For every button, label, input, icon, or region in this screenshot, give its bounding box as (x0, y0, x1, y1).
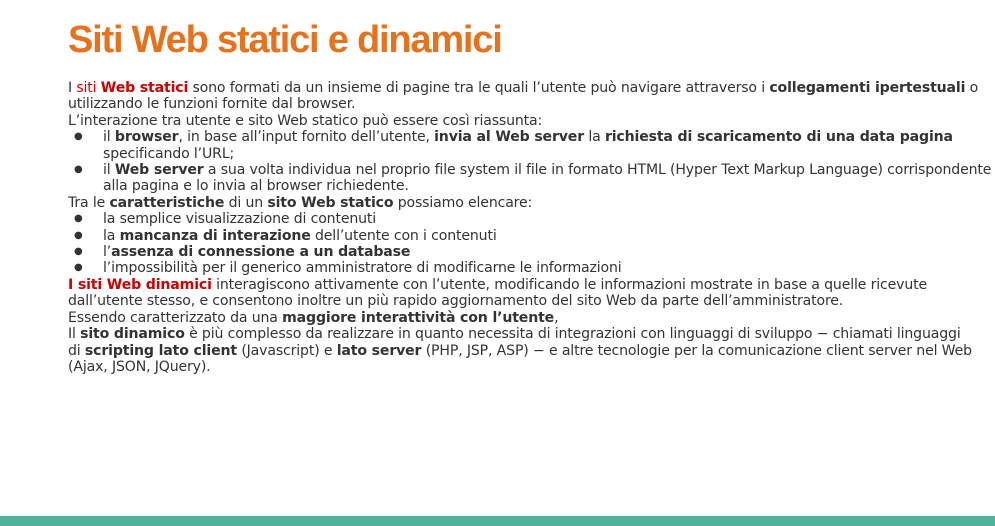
highlight-term: siti Web dinamici (77, 276, 212, 293)
bold-term: mancanza di interazione (119, 227, 311, 244)
bold-term: scripting lato client (84, 342, 237, 359)
features-list (68, 211, 993, 277)
paragraph-interactivity (68, 310, 993, 326)
text: a sua volta individua nel proprio file system il file in formato HTML (Hyper Text Markup Language) corrispondente alla pagina e lo invia al browser richiedente. (103, 162, 992, 195)
bold-term: browser (114, 129, 179, 146)
text: I (68, 80, 77, 96)
list-item (103, 129, 993, 162)
paragraph-complexity (68, 326, 993, 342)
paragraph-interaction-intro: L’interazione tra utente e sito Web statico può essere così riassunta: (68, 112, 543, 129)
text: o utilizzando le funzioni fornite dal browser. (68, 80, 979, 113)
text: (Javascript) e (236, 342, 337, 359)
list-item (103, 162, 993, 195)
highlight-term: I (68, 276, 78, 293)
text: il (103, 129, 115, 146)
text: , (554, 309, 559, 326)
bold-term: assenza di connessione a un database (111, 244, 411, 261)
bold-term: richiesta di scaricamento di una data pagina (604, 129, 953, 146)
bold-term: collegamenti ipertestuali (769, 80, 966, 96)
bold-term: invia al Web server (434, 129, 585, 146)
bold-term: caratteristiche (109, 194, 225, 211)
footer-bar (0, 516, 995, 526)
list-item (103, 244, 993, 260)
list-item (103, 211, 993, 227)
paragraph-static-sites (68, 80, 993, 113)
highlight-text: siti (76, 80, 97, 96)
text: sono formati da un insieme di pagine tra le quali l’utente può navigare attraverso i (188, 80, 770, 96)
paragraph-dynamic-sites (68, 277, 993, 310)
text: interagiscono attivamente con l’utente, modificando le informazioni mostrate in base a quelle ricevute dall’utente stesso, e consentono inoltre un più rapido aggiornamento del sito Web da parte dell’amministratore. (68, 276, 928, 310)
text: , in base all’input fornito dell’utente, (178, 129, 435, 146)
text: il (103, 162, 115, 179)
text: di un (224, 194, 268, 211)
text: la (103, 227, 120, 244)
list-item (103, 228, 993, 244)
paragraph-features-intro (68, 195, 993, 211)
text: l’impossibilità per il generico amministratore di modificarne le informazioni (103, 260, 622, 277)
text: Il (68, 326, 81, 343)
text: specificando l’URL; (103, 145, 235, 162)
text: (PHP, JSP, ASP) − e altre tecnologie per la comunicazione client server nel Web (Ajax, JSON, JQuery). (68, 342, 972, 375)
text: Tra le (68, 194, 110, 211)
text: è più complesso da realizzare in quanto necessita di integrazioni con linguaggi di sviluppo − chiamati linguaggi (184, 326, 961, 343)
text: dell’utente con i contenuti (310, 227, 497, 244)
text: la (584, 129, 605, 146)
slide-body (68, 80, 993, 375)
bold-term: lato server (336, 342, 422, 359)
bold-term: sito Web statico (267, 194, 394, 211)
interaction-list (68, 129, 993, 195)
text: di (68, 342, 85, 359)
highlight-term: Web statici (100, 80, 189, 96)
list-item (103, 260, 993, 276)
text: possiamo elencare: (393, 194, 533, 211)
bold-term: maggiore interattività con l’utente (282, 309, 555, 326)
paragraph-technologies (68, 343, 993, 376)
text: la semplice visualizzazione di contenuti (103, 211, 377, 228)
text: l’ (103, 244, 112, 261)
text: Essendo caratterizzato da una (68, 309, 283, 326)
bold-term: sito dinamico (80, 326, 185, 343)
slide-title: Siti Web statici e dinamici (68, 19, 502, 61)
bold-term: Web server (114, 162, 204, 179)
